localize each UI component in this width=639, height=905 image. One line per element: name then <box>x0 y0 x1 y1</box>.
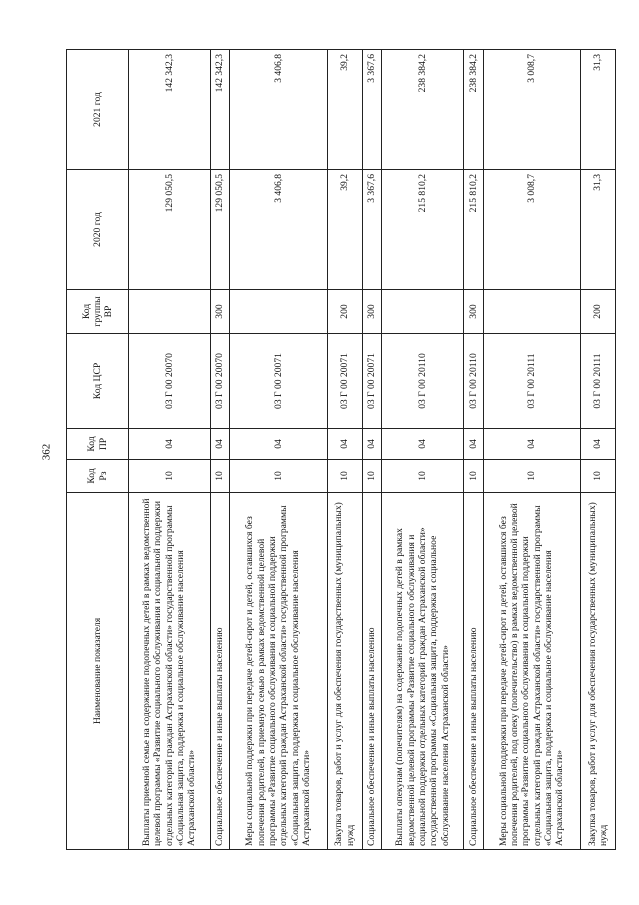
header-vr: Код группы ВР <box>67 290 129 334</box>
cell-2021: 238 384,2 <box>382 50 464 170</box>
cell-vr <box>230 290 327 334</box>
cell-name: Меры социальной поддержки при передаче детей-сирот и детей, оставшихся без попечения родителей, в приемную семью в рамках ведомственной целевой программы «Развитие социального обслуживания и социальной поддержки отдельных категорий граждан Астраханской области» государственной программы «Социальная защита, поддержка и социальное обслуживание населения Астраханской области» <box>230 493 327 850</box>
table-row <box>230 50 327 850</box>
cell-pr: 04 <box>210 429 230 460</box>
cell-csr: 03 Г 00 20070 <box>129 334 211 429</box>
table-row <box>463 50 483 850</box>
cell-rz: 10 <box>129 460 211 493</box>
cell-rz: 10 <box>580 460 615 493</box>
table-row <box>210 50 230 850</box>
cell-vr: 200 <box>580 290 615 334</box>
cell-2021: 142 342,3 <box>129 50 211 170</box>
cell-rz: 10 <box>483 460 580 493</box>
header-csr: Код ЦСР <box>67 334 129 429</box>
cell-2021: 3 367,6 <box>362 50 382 170</box>
cell-name: Закупка товаров, работ и услуг для обеспечения государственных (муниципальных) нужд <box>580 493 615 850</box>
cell-vr <box>483 290 580 334</box>
cell-pr: 04 <box>362 429 382 460</box>
cell-rz: 10 <box>327 460 362 493</box>
cell-pr: 04 <box>483 429 580 460</box>
cell-2020: 3 008,7 <box>483 170 580 290</box>
cell-vr: 200 <box>327 290 362 334</box>
cell-2021: 3 008,7 <box>483 50 580 170</box>
cell-name: Социальное обеспечение и иные выплаты населению <box>463 493 483 850</box>
page-number: 362 <box>40 443 53 461</box>
cell-2020: 3 367,6 <box>362 170 382 290</box>
cell-name: Выплаты опекунам (попечителям) на содержание подопечных детей в рамках ведомственной целевой программы «Развитие социального обслуживания и социальной поддержки отдельных категорий граждан Астраханской области» государственной программы «Социальная защита, поддержка и социальное обслуживание населения Астраханской области» <box>382 493 464 850</box>
cell-pr: 04 <box>129 429 211 460</box>
table-row <box>362 50 382 850</box>
table-row <box>327 50 362 850</box>
cell-rz: 10 <box>230 460 327 493</box>
cell-pr: 04 <box>463 429 483 460</box>
table-row <box>129 50 211 850</box>
cell-2021: 142 342,3 <box>210 50 230 170</box>
cell-vr: 300 <box>210 290 230 334</box>
cell-csr: 03 Г 00 20111 <box>483 334 580 429</box>
cell-vr <box>382 290 464 334</box>
header-2021: 2021 год <box>67 50 129 170</box>
cell-rz: 10 <box>382 460 464 493</box>
header-name: Наименование показателя <box>67 493 129 850</box>
cell-csr: 03 Г 00 20071 <box>230 334 327 429</box>
cell-2020: 215 810,2 <box>382 170 464 290</box>
cell-csr: 03 Г 00 20071 <box>327 334 362 429</box>
cell-2021: 3 406,8 <box>230 50 327 170</box>
table-row <box>483 50 580 850</box>
cell-csr: 03 Г 00 20111 <box>580 334 615 429</box>
table-header-row <box>67 50 129 850</box>
cell-2020: 3 406,8 <box>230 170 327 290</box>
cell-vr: 300 <box>362 290 382 334</box>
cell-2021: 31,3 <box>580 50 615 170</box>
header-2020: 2020 год <box>67 170 129 290</box>
header-pr: Код ПР <box>67 429 129 460</box>
cell-2020: 31,3 <box>580 170 615 290</box>
cell-name: Закупка товаров, работ и услуг для обеспечения государственных (муниципальных) нужд <box>327 493 362 850</box>
cell-name: Социальное обеспечение и иные выплаты населению <box>362 493 382 850</box>
cell-vr <box>129 290 211 334</box>
cell-pr: 04 <box>327 429 362 460</box>
table-row <box>382 50 464 850</box>
cell-csr: 03 Г 00 20070 <box>210 334 230 429</box>
cell-2020: 39,2 <box>327 170 362 290</box>
header-rz: Код Рз <box>67 460 129 493</box>
cell-pr: 04 <box>230 429 327 460</box>
cell-pr: 04 <box>382 429 464 460</box>
cell-2020: 129 050,5 <box>129 170 211 290</box>
cell-2020: 129 050,5 <box>210 170 230 290</box>
cell-vr: 300 <box>463 290 483 334</box>
cell-rz: 10 <box>463 460 483 493</box>
cell-2021: 238 384,2 <box>463 50 483 170</box>
cell-rz: 10 <box>362 460 382 493</box>
cell-csr: 03 Г 00 20110 <box>463 334 483 429</box>
cell-csr: 03 Г 00 20071 <box>362 334 382 429</box>
budget-table <box>66 49 616 850</box>
table-row <box>580 50 615 850</box>
cell-rz: 10 <box>210 460 230 493</box>
cell-pr: 04 <box>580 429 615 460</box>
cell-name: Выплаты приемной семье на содержание подопечных детей в рамках ведомственной целевой программы «Развитие социального обслуживания и социальной поддержки отдельных категорий граждан Астраханской области» государственной программы «Социальная защита, поддержка и социальное обслуживание населения Астраханской области» <box>129 493 211 850</box>
cell-csr: 03 Г 00 20110 <box>382 334 464 429</box>
budget-table-wrapper <box>66 50 616 850</box>
cell-name: Социальное обеспечение и иные выплаты населению <box>210 493 230 850</box>
cell-2021: 39,2 <box>327 50 362 170</box>
cell-name: Меры социальной поддержки при передаче детей-сирот и детей, оставшихся без попечения родителей, под опеку (попечительство) в рамках ведомственной целевой программы «Развитие социального обслуживания и социальной поддержки отдельных категорий граждан Астраханской области» государственной программы «Социальная защита, поддержка и социальное обслуживание населения Астраханской области» <box>483 493 580 850</box>
cell-2020: 215 810,2 <box>463 170 483 290</box>
